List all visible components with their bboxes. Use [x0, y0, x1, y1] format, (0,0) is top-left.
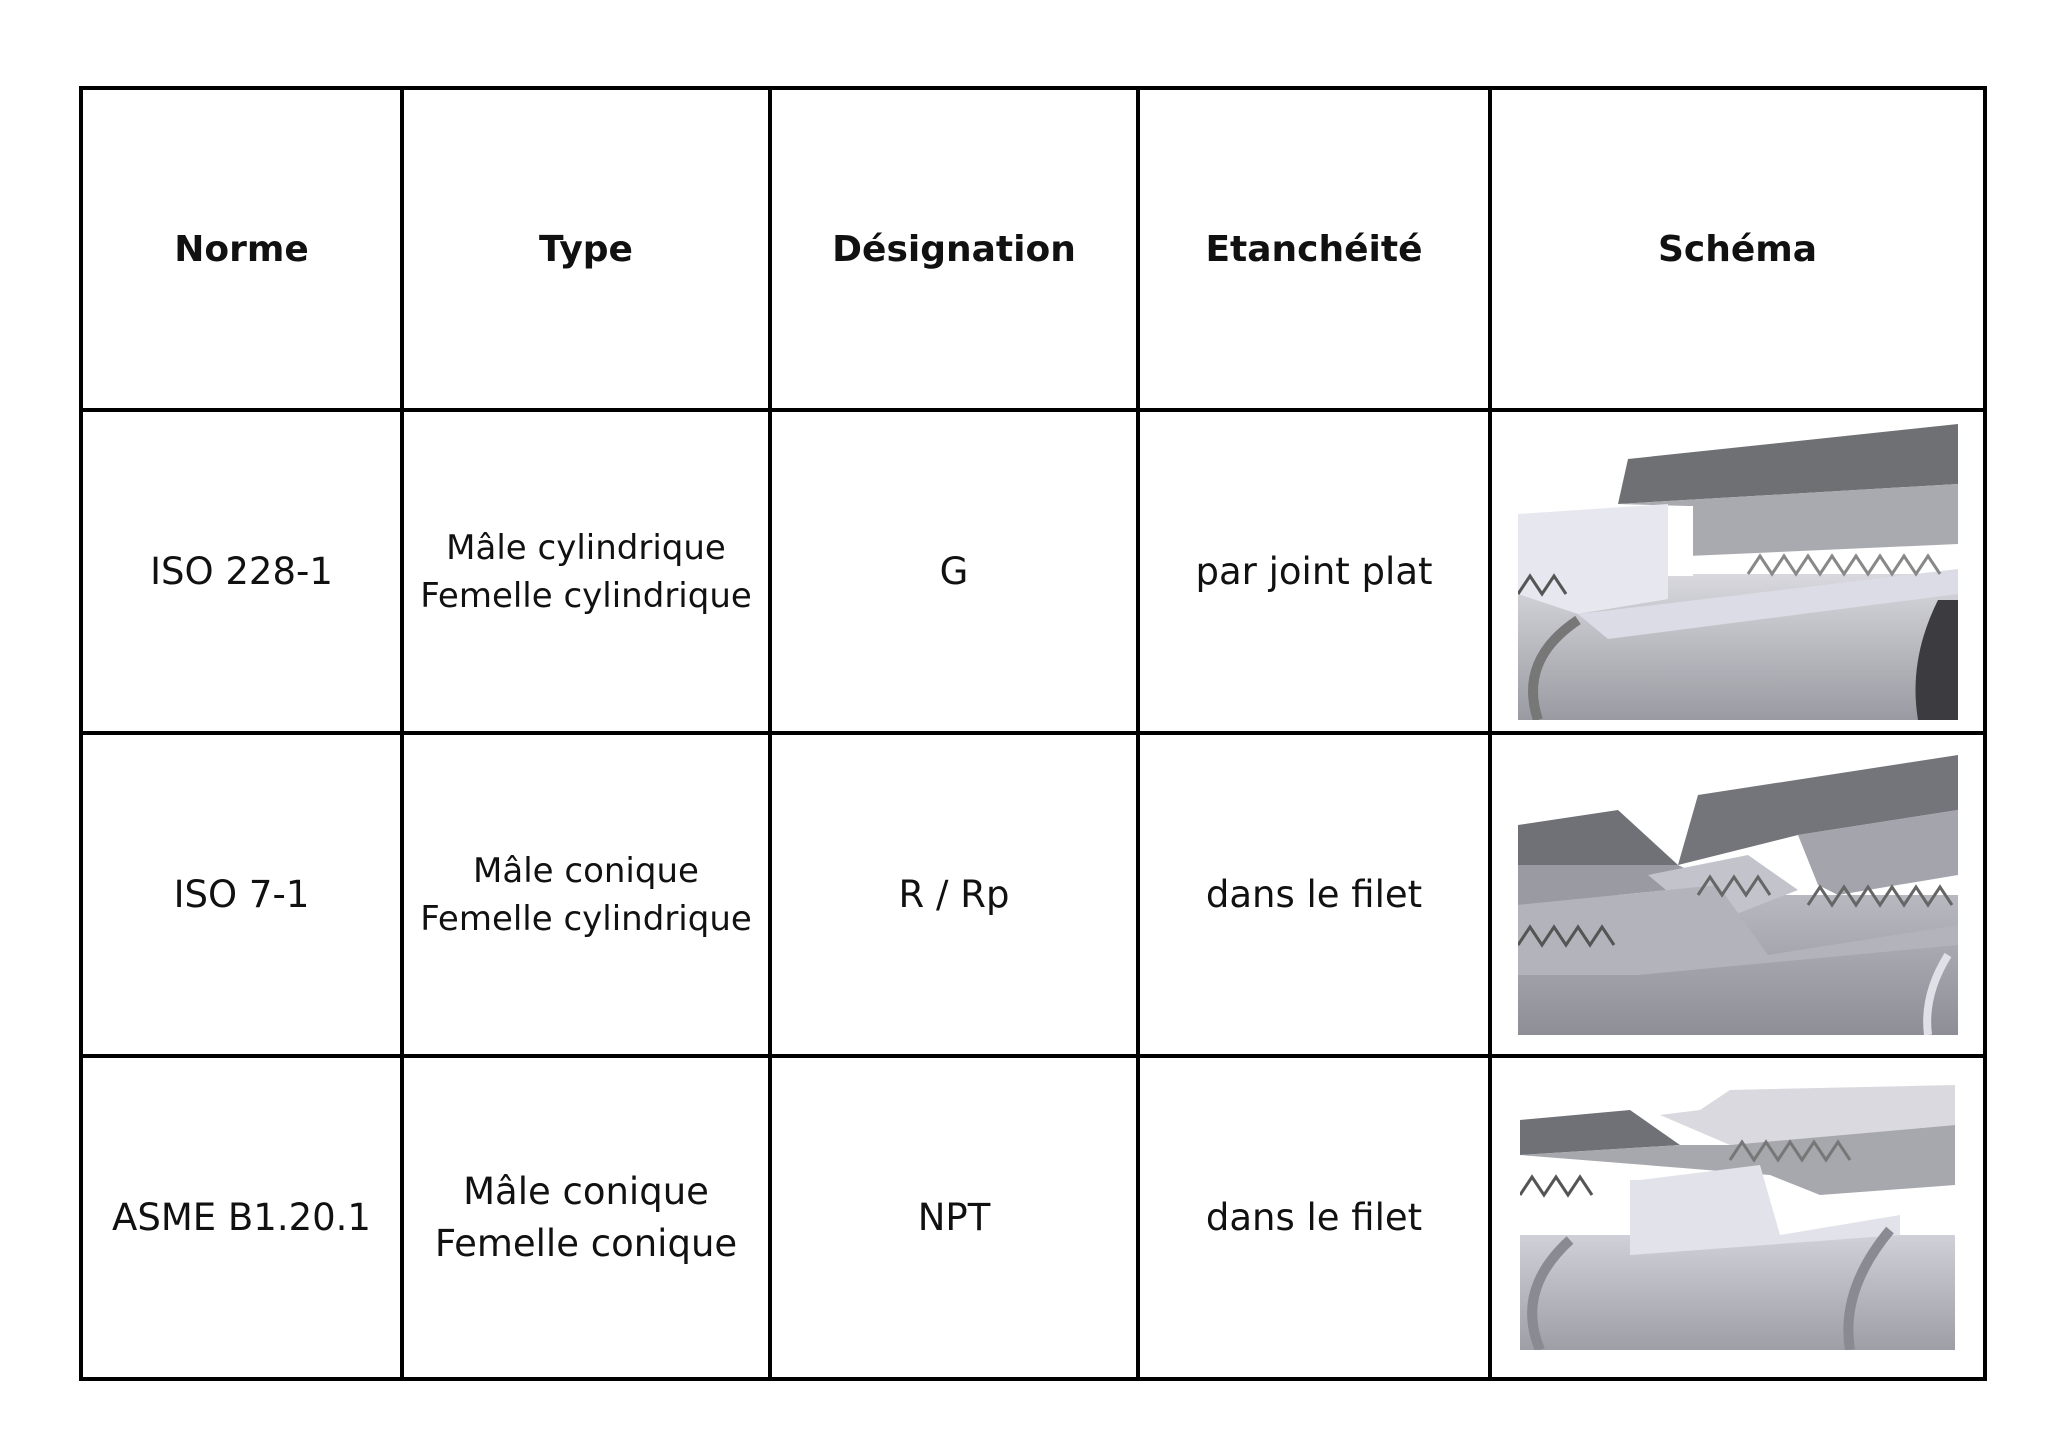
- type-male: Mâle cylindrique: [446, 527, 726, 568]
- schema-cell: [1490, 1056, 1985, 1379]
- header-type: Type: [402, 88, 770, 410]
- thread-standards-table: [79, 86, 1987, 1381]
- designation-cell: G: [770, 410, 1138, 733]
- etancheite-cell: dans le filet: [1138, 1056, 1490, 1379]
- norme-cell: ASME B1.20.1: [81, 1056, 402, 1379]
- type-cell: [402, 733, 770, 1056]
- type-male: Mâle conique: [463, 1169, 709, 1213]
- etancheite-cell: par joint plat: [1138, 410, 1490, 733]
- header-norme: Norme: [81, 88, 402, 410]
- header-schema: Schéma: [1490, 88, 1985, 410]
- type-female: Femelle conique: [434, 1221, 738, 1265]
- thread-flat-seal-illustration: [1492, 424, 1983, 720]
- thread-taper-parallel-illustration: [1492, 755, 1983, 1035]
- etancheite-cell: dans le filet: [1138, 733, 1490, 1056]
- norme-cell: ISO 7-1: [81, 733, 402, 1056]
- schema-cell: [1490, 410, 1985, 733]
- thread-npt-illustration: [1492, 1085, 1983, 1350]
- designation-cell: R / Rp: [770, 733, 1138, 1056]
- header-row: [81, 88, 1985, 410]
- type-cell: [402, 1056, 770, 1379]
- type-female: Femelle cylindrique: [420, 575, 752, 616]
- table-row: [81, 410, 1985, 733]
- header-designation: Désignation: [770, 88, 1138, 410]
- type-female: Femelle cylindrique: [420, 898, 752, 939]
- norme-cell: ISO 228-1: [81, 410, 402, 733]
- type-cell: [402, 410, 770, 733]
- designation-cell: NPT: [770, 1056, 1138, 1379]
- header-etancheite: Etanchéité: [1138, 88, 1490, 410]
- table-row: [81, 733, 1985, 1056]
- table-row: [81, 1056, 1985, 1379]
- type-male: Mâle conique: [473, 850, 699, 891]
- schema-cell: [1490, 733, 1985, 1056]
